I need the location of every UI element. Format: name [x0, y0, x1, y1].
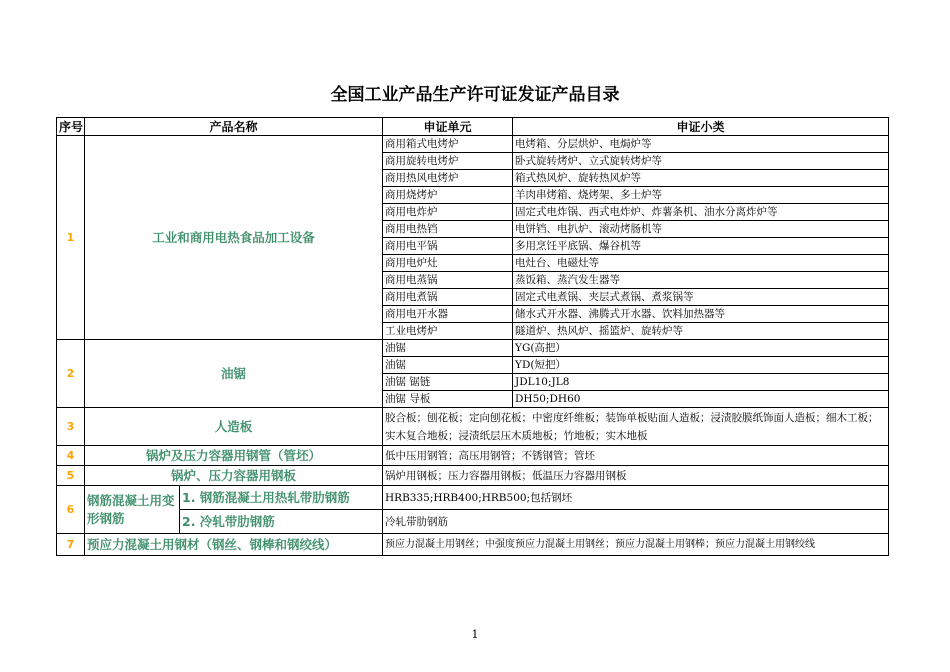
table-row: [57, 446, 889, 466]
sub-cell: 羊肉串烤箱、烧烤架、多士炉等: [513, 187, 889, 204]
seq-cell: 1: [57, 136, 85, 340]
unit-cell: 商用电开水器: [383, 306, 513, 323]
unit-cell: 商用电炸炉: [383, 204, 513, 221]
seq-cell: 3: [57, 408, 85, 446]
unit-cell: 油锯: [383, 340, 513, 357]
product-name-cell: 人造板: [85, 408, 383, 446]
sub-cell: HRB335;HRB400;HRB500;包括钢坯: [383, 486, 889, 510]
sub-cell: 固定式电炸锅、西式电炸炉、炸薯条机、油水分离炸炉等: [513, 204, 889, 221]
header-sub: 申证小类: [513, 118, 889, 136]
product-name-cell: 锅炉及压力容器用钢管（管坯）: [85, 446, 383, 466]
sub-cell: 电灶台、电磁灶等: [513, 255, 889, 272]
sub-cell: 电烤箱、分层烘炉、电焗炉等: [513, 136, 889, 153]
product-name-cell: 工业和商用电热食品加工设备: [85, 136, 383, 340]
product-catalog-table: [56, 117, 889, 556]
sub-cell: 胶合板；刨花板；定向刨花板；中密度纤维板；装饰单板贴面人造板；浸渍胶膜纸饰面人造板；细木工板；实木复合地板；浸渍纸层压木质地板；竹地板；实木地板: [383, 408, 889, 446]
unit-cell: 工业电烤炉: [383, 323, 513, 340]
sub-cell: 冷轧带肋钢筋: [383, 510, 889, 534]
product-name-cell: 油锯: [85, 340, 383, 408]
seq-cell: 5: [57, 466, 85, 486]
page-number: 1: [471, 628, 479, 641]
unit-cell: 商用电平锅: [383, 238, 513, 255]
sub-cell: YG(高把）: [513, 340, 889, 357]
table-header-row: [57, 118, 889, 136]
sub-cell: 低中压用钢管；高压用钢管；不锈钢管；管坯: [383, 446, 889, 466]
header-product: 产品名称: [85, 118, 383, 136]
table-row: [57, 340, 889, 357]
table-row: [57, 408, 889, 446]
sub-cell: 蒸饭箱、蒸汽发生器等: [513, 272, 889, 289]
unit-cell: 商用旋转电烤炉: [383, 153, 513, 170]
seq-cell: 7: [57, 534, 85, 556]
seq-cell: 6: [57, 486, 85, 534]
product-name-cell: 锅炉、压力容器用钢板: [85, 466, 383, 486]
table-row: [57, 510, 889, 534]
page-title: 全国工业产品生产许可证发证产品目录: [330, 85, 620, 105]
sub-cell: YD(短把）: [513, 357, 889, 374]
sub-cell: JDL10;JL8: [513, 374, 889, 391]
sub-cell: 隧道炉、热风炉、摇篮炉、旋转炉等: [513, 323, 889, 340]
unit-cell: 商用电煮锅: [383, 289, 513, 306]
unit-cell: 油锯 导板: [383, 391, 513, 408]
table-row: [57, 136, 889, 153]
table-row: [57, 486, 889, 510]
seq-cell: 2: [57, 340, 85, 408]
header-unit: 申证单元: [383, 118, 513, 136]
seq-cell: 4: [57, 446, 85, 466]
unit-cell: 商用箱式电烤炉: [383, 136, 513, 153]
sub-cell: 箱式热风炉、旋转热风炉等: [513, 170, 889, 187]
sub-cell: 预应力混凝土用钢丝；中强度预应力混凝土用钢丝；预应力混凝土用钢棒；预应力混凝土用钢绞线: [383, 534, 889, 556]
unit-cell: 商用电炉灶: [383, 255, 513, 272]
sub-cell: 多用烹饪平底锅、爆谷机等: [513, 238, 889, 255]
product-name-cell: 钢筋混凝土用变形钢筋: [85, 486, 180, 534]
sub-cell: 固定式电煮锅、夹层式煮锅、煮浆锅等: [513, 289, 889, 306]
unit-cell: 商用热风电烤炉: [383, 170, 513, 187]
table-row: [57, 534, 889, 556]
unit-cell: 商用电蒸锅: [383, 272, 513, 289]
product-name-cell: 预应力混凝土用钢材（钢丝、钢棒和钢绞线）: [85, 534, 383, 556]
unit-cell: 油锯 锯链: [383, 374, 513, 391]
unit-cell: 商用电热铛: [383, 221, 513, 238]
header-seq: 序号: [57, 118, 85, 136]
unit-cell: 商用烧烤炉: [383, 187, 513, 204]
sub-cell: 储水式开水器、沸腾式开水器、饮料加热器等: [513, 306, 889, 323]
sub-cell: 电饼铛、电扒炉、滚动烤肠机等: [513, 221, 889, 238]
sub-cell: DH50;DH60: [513, 391, 889, 408]
sub-cell: 锅炉用钢板；压力容器用钢板；低温压力容器用钢板: [383, 466, 889, 486]
unit-cell: 1. 钢筋混凝土用热轧带肋钢筋: [180, 486, 383, 510]
unit-cell: 2. 冷轧带肋钢筋: [180, 510, 383, 534]
table-row: [57, 466, 889, 486]
sub-cell: 卧式旋转烤炉、立式旋转烤炉等: [513, 153, 889, 170]
unit-cell: 油锯: [383, 357, 513, 374]
